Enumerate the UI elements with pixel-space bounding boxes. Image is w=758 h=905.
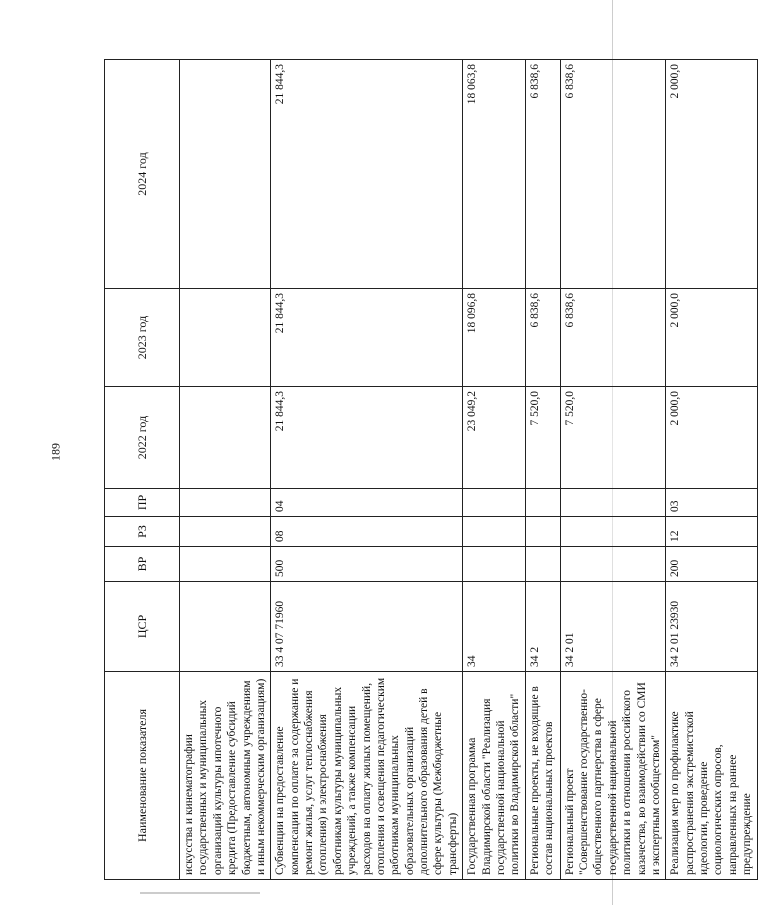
- table-row: [525, 60, 560, 880]
- cell-2022: 21 844,3: [271, 387, 463, 489]
- cell-pr: [180, 489, 271, 517]
- cell-2024: 6 838,6: [560, 60, 666, 289]
- cell-pr: 03: [666, 489, 757, 517]
- cell-name: Региональные проекты, не входящие в состав национальных проектов: [525, 672, 560, 880]
- cell-name: Реализация мер по профилактике распространения экстремистской идеологии, проведение социологических опросов, направленных на раннее предупреждение: [666, 672, 757, 880]
- rotated-table-container: [104, 60, 754, 880]
- cell-csr: 33 4 07 71960: [271, 582, 463, 672]
- header-rz: РЗ: [105, 517, 180, 547]
- cell-rz: 08: [271, 517, 463, 547]
- cell-2023: 6 838,6: [525, 289, 560, 387]
- cell-rz: [180, 517, 271, 547]
- header-vr: ВР: [105, 547, 180, 582]
- cell-pr: [525, 489, 560, 517]
- cell-vr: [525, 547, 560, 582]
- header-2023: 2023 год: [105, 289, 180, 387]
- cell-vr: 500: [271, 547, 463, 582]
- cell-pr: 04: [271, 489, 463, 517]
- page-number: 189: [48, 443, 63, 461]
- cell-2023: 6 838,6: [560, 289, 666, 387]
- table-row: [560, 60, 666, 880]
- table-row: [463, 60, 526, 880]
- cell-name: Субвенции на предоставление компенсации по оплате за содержание и ремонт жилья, услуг теплоснабжения (отопления) и электроснабжения работникам культуры муниципальных учреждений, а также компенсации расходов на оплату жилых помещений, отопления и освещения педагогическим работникам муниципальных образовательных организаций дополнительного образования детей в сфере культуры (Межбюджетные трансферты): [271, 672, 463, 880]
- cell-2024: [180, 60, 271, 289]
- budget-table: [104, 59, 758, 880]
- cell-2023: 2 000,0: [666, 289, 757, 387]
- cell-csr: 34 2 01 23930: [666, 582, 757, 672]
- cell-pr: [463, 489, 526, 517]
- cell-2022: [180, 387, 271, 489]
- header-2022: 2022 год: [105, 387, 180, 489]
- cell-2024: 6 838,6: [525, 60, 560, 289]
- cell-vr: 200: [666, 547, 757, 582]
- cell-name: Государственная программа Владимирской области "Реализация государственной национальной политики во Владимирской области": [463, 672, 526, 880]
- table-row: [271, 60, 463, 880]
- cell-2022: 7 520,0: [525, 387, 560, 489]
- cell-2022: 23 049,2: [463, 387, 526, 489]
- cell-csr: 34 2 01: [560, 582, 666, 672]
- cell-rz: [560, 517, 666, 547]
- table-header-row: [105, 60, 180, 880]
- cell-pr: [560, 489, 666, 517]
- cell-2023: [180, 289, 271, 387]
- cell-csr: 34 2: [525, 582, 560, 672]
- cell-2024: 2 000,0: [666, 60, 757, 289]
- cell-rz: [525, 517, 560, 547]
- cell-2023: 18 096,8: [463, 289, 526, 387]
- cell-name: искусства и кинематографии государственных и муниципальных организаций культуры ипотечного кредита (Предоставление субсидий бюджетным, автономным учреждениям и иным некоммерческим организациям): [180, 672, 271, 880]
- scan-artifact: [140, 892, 260, 894]
- cell-rz: [463, 517, 526, 547]
- header-name: Наименование показателя: [105, 672, 180, 880]
- cell-rz: 12: [666, 517, 757, 547]
- cell-csr: 34: [463, 582, 526, 672]
- header-2024: 2024 год: [105, 60, 180, 289]
- cell-2022: 7 520,0: [560, 387, 666, 489]
- cell-vr: [560, 547, 666, 582]
- cell-vr: [180, 547, 271, 582]
- header-csr: ЦСР: [105, 582, 180, 672]
- table-row: [666, 60, 757, 880]
- cell-2024: 21 844,3: [271, 60, 463, 289]
- cell-csr: [180, 582, 271, 672]
- cell-2024: 18 063,8: [463, 60, 526, 289]
- header-pr: ПР: [105, 489, 180, 517]
- cell-2023: 21 844,3: [271, 289, 463, 387]
- cell-name: Региональный проект "Совершенствование государственно-общественного партнерства в сфере государственной национальной политики и в отношении российского казачества, во взаимодействии со СМИ и экспертным сообществом": [560, 672, 666, 880]
- cell-vr: [463, 547, 526, 582]
- cell-2022: 2 000,0: [666, 387, 757, 489]
- table-row: [180, 60, 271, 880]
